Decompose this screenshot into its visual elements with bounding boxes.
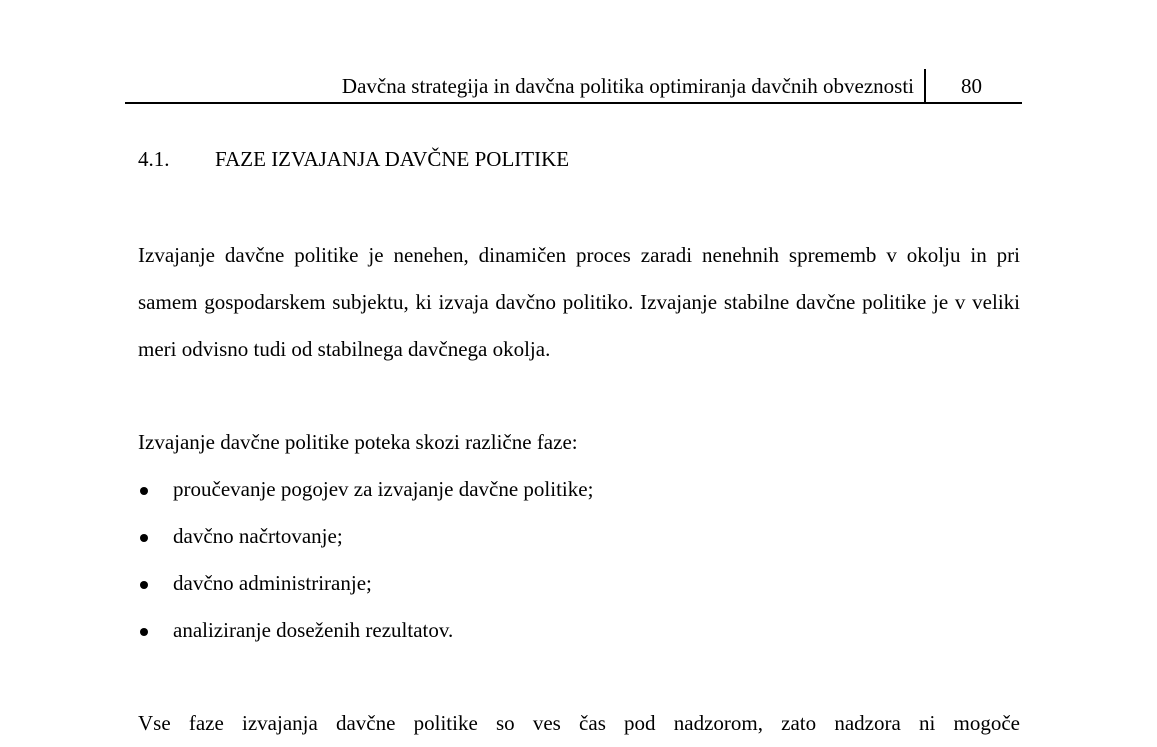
paragraph-intro: Izvajanje davčne politike je nenehen, dinamičen proces zaradi nenehnih sprememb v okolju in pri samem gospodarskem subjektu, ki izvaja davčno politiko. Izvajanje stabilne davčne politike je v veliki meri odvisno tudi od stabilnega davčnega okolja.: [138, 243, 1020, 361]
page-number: 80: [961, 74, 982, 98]
list-item-text: analiziranje doseženih rezultatov.: [173, 618, 454, 642]
header-separator: [924, 69, 926, 102]
list-item: [138, 513, 593, 560]
list-item: [138, 607, 593, 654]
bullet-icon: [140, 628, 148, 636]
list-item: [138, 560, 593, 607]
bullet-icon: [140, 534, 148, 542]
list-item-text: davčno načrtovanje;: [173, 524, 343, 548]
list-item-text: proučevanje pogojev za izvajanje davčne politike;: [173, 477, 594, 501]
paragraph-phases-intro: Izvajanje davčne politike poteka skozi različne faze:: [138, 430, 578, 454]
list-item: [138, 466, 593, 513]
bullet-icon: [140, 581, 148, 589]
page-header: [125, 66, 1022, 104]
section-heading: [138, 147, 569, 172]
paragraph-supervision: Vse faze izvajanja davčne politike so ves čas pod nadzorom, zato nadzora ni mogoče: [138, 711, 1020, 735]
section-number: 4.1.: [138, 147, 170, 171]
header-title: Davčna strategija in davčna politika optimiranja davčnih obveznosti: [341, 74, 914, 98]
list-item-text: davčno administriranje;: [173, 571, 372, 595]
section-title: FAZE IZVAJANJA DAVČNE POLITIKE: [215, 147, 570, 171]
phases-list: [138, 466, 593, 654]
bullet-icon: [140, 487, 148, 495]
